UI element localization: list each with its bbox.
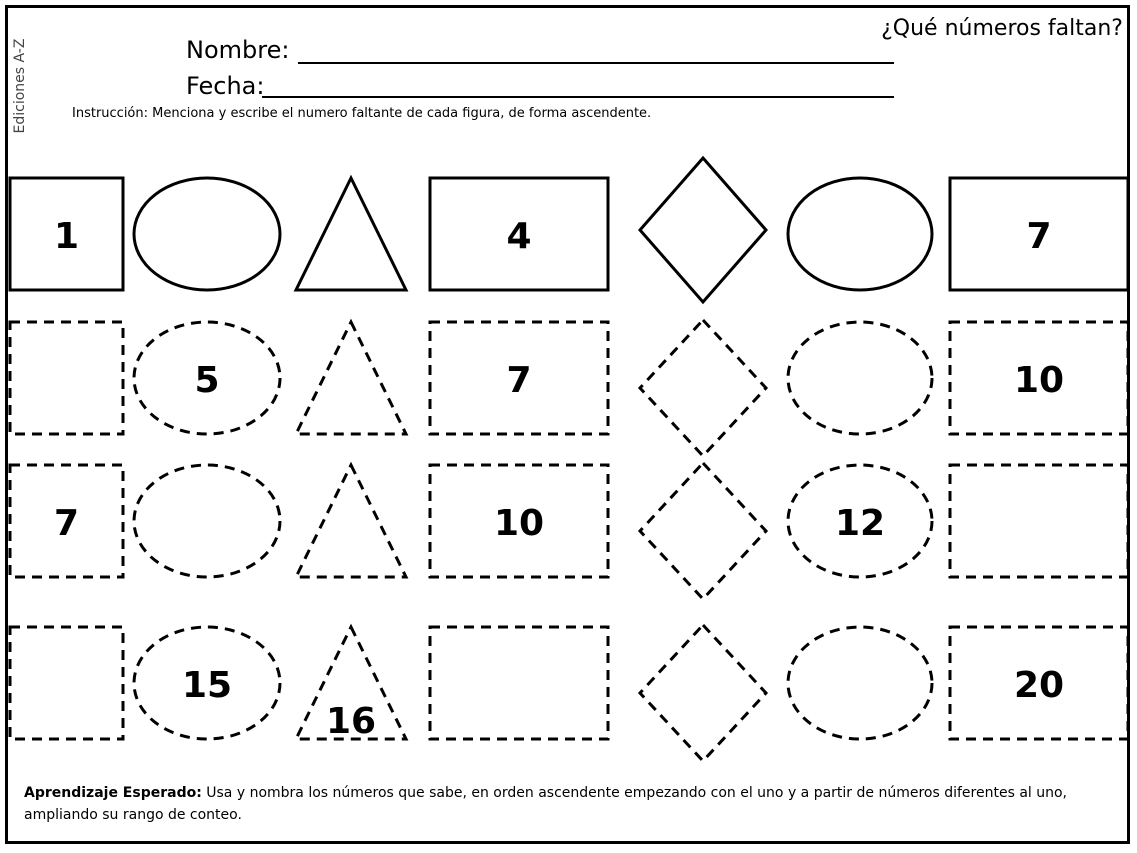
instruction-text: Instrucción: Menciona y escribe el numero faltante de cada figura, de forma ascendente. xyxy=(72,106,652,121)
oval-shape xyxy=(788,322,932,434)
rectangle-shape xyxy=(950,465,1128,577)
triangle-shape xyxy=(296,465,406,577)
shape-number: 7 xyxy=(1026,216,1052,257)
oval-shape xyxy=(788,178,932,290)
diamond-shape xyxy=(640,320,766,456)
expected-learning-label: Aprendizaje Esperado: xyxy=(24,785,202,801)
shape-number: 12 xyxy=(834,503,886,544)
square-shape xyxy=(10,627,123,739)
shape-number: 1 xyxy=(53,216,80,257)
shape-number: 10 xyxy=(493,503,545,544)
square-shape xyxy=(10,322,123,434)
shape-number: 5 xyxy=(194,360,220,401)
name-label: Nombre: xyxy=(186,36,290,64)
triangle-shape xyxy=(296,322,406,434)
circle-shape xyxy=(134,178,280,290)
shape-number: 16 xyxy=(325,701,377,742)
expected-learning-text: Usa y nombra los números que sabe, en orden ascendente empezando con el uno y a partir de números diferentes al uno, ampliando su rango de conteo. xyxy=(24,785,1067,823)
diamond-shape xyxy=(640,463,766,599)
expected-learning xyxy=(24,782,1124,826)
date-label: Fecha: xyxy=(186,72,265,100)
publisher-label: Ediciones A-Z xyxy=(12,38,28,134)
shape-number: 20 xyxy=(1013,665,1065,706)
oval-shape xyxy=(788,627,932,739)
triangle-shape xyxy=(296,178,406,290)
shape-number: 4 xyxy=(506,216,532,257)
shape-number: 7 xyxy=(53,503,80,544)
shape-number: 7 xyxy=(506,360,532,401)
shape-number: 10 xyxy=(1013,360,1065,401)
worksheet-title: ¿Qué números faltan? xyxy=(881,16,1123,41)
diamond-shape xyxy=(640,158,766,302)
diamond-shape xyxy=(640,625,766,761)
shape-number: 15 xyxy=(181,665,233,706)
circle-shape xyxy=(134,465,280,577)
rectangle-shape xyxy=(430,627,608,739)
